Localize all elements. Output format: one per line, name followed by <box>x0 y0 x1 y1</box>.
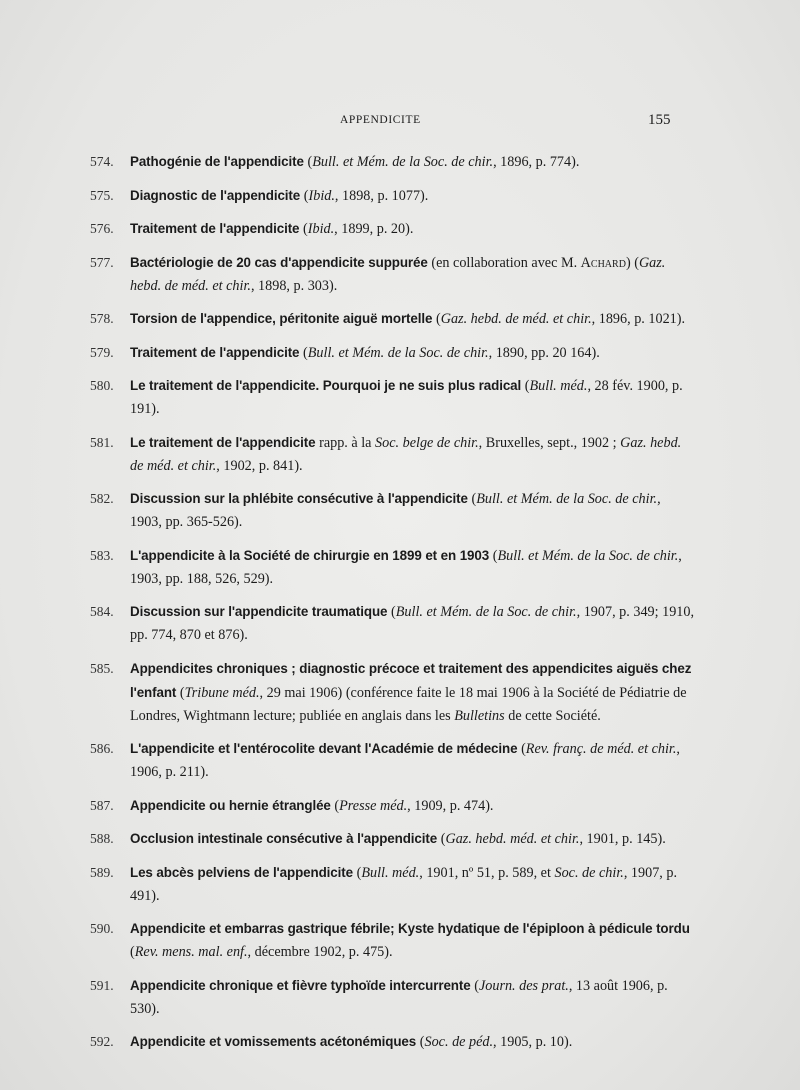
entry-title: Appendicites chroniques ; diagnostic précoce et traitement des appendicites aiguës chez l'enfant <box>130 660 692 700</box>
entry-citation: Bull. méd. <box>529 378 588 394</box>
entry-text: ( <box>474 977 479 994</box>
entry-text: , décembre 1902, p. 475). <box>247 944 393 960</box>
entry-text: , 13 août 1906, p. 530). <box>130 977 668 1017</box>
entry-number: 585. <box>90 660 114 676</box>
entry-title: Le traitement de l'appendicite <box>130 434 320 450</box>
entry-citation: Ibid. <box>307 221 335 237</box>
entry-citation: Bull. et Mém. de la Soc. de chir. <box>307 344 489 361</box>
entry-text: , 1905, p. 10). <box>493 1034 573 1050</box>
bibliography-entry <box>90 794 696 818</box>
entry-number: 589. <box>90 864 114 880</box>
entry-text: ( <box>435 311 441 327</box>
entry-text: , 1903, pp. 188, 526, 529). <box>130 547 682 587</box>
entry-citation: Soc. belge de chir. <box>375 434 479 451</box>
bibliography-entry <box>90 861 696 908</box>
entry-text: , 1899, p. 20). <box>334 221 414 237</box>
entry-citation: Bull. et Mém. de la Soc. de chir. <box>476 491 658 507</box>
entry-text: , Bruxelles, sept., 1902 ; <box>478 434 621 451</box>
entry-text: ) ( <box>625 254 639 271</box>
entry-number: 578. <box>90 311 114 326</box>
entry-text: ( <box>524 378 530 394</box>
running-head-title: APPENDICITE <box>340 114 421 126</box>
entry-text: ( <box>303 187 309 204</box>
entry-number: 575. <box>90 187 114 203</box>
entry-text: (en collaboration avec M. <box>431 254 581 271</box>
bibliography-entry <box>90 917 696 964</box>
entry-citation: Gaz. hebd. de méd. et chir. <box>440 311 592 327</box>
entry-text: ( <box>356 864 362 881</box>
entry-number: 579. <box>90 344 114 360</box>
bibliography-list <box>90 150 696 1064</box>
entry-citation: Presse méd. <box>339 797 408 814</box>
entry-number: 588. <box>90 831 114 846</box>
entry-title: Appendicite chronique et fièvre typhoïde intercurrente <box>130 977 475 993</box>
entry-title: Appendicite et vomissements acétonémiques <box>130 1034 420 1049</box>
bibliography-entry <box>90 341 696 365</box>
entry-citation: Gaz. hebd. de méd. et chir. <box>130 434 682 474</box>
bibliography-entry <box>90 487 696 534</box>
entry-number: 584. <box>90 604 114 619</box>
entry-text: rapp. à la <box>319 434 376 451</box>
entry-title: Occlusion intestinale consécutive à l'appendicite <box>130 831 441 846</box>
entry-text: , 1902, p. 841). <box>216 457 303 474</box>
bibliography-entry <box>90 974 696 1021</box>
entry-number: 574. <box>90 154 114 169</box>
entry-citation: Bull. et Mém. de la Soc. de chir. <box>497 547 679 564</box>
bibliography-entry <box>90 1030 696 1054</box>
bibliography-entry <box>90 307 696 331</box>
entry-text: ( <box>303 344 308 361</box>
entry-citation: Rev. mens. mal. enf. <box>134 944 248 960</box>
entry-title: Traitement de l'appendicite <box>130 344 304 360</box>
entry-citation: Bulletins <box>454 707 505 724</box>
entry-text: ( <box>419 1034 425 1050</box>
bibliography-entry <box>90 657 696 728</box>
entry-text: ( <box>179 684 185 701</box>
entry-citation: Journ. des prat. <box>478 977 569 994</box>
entry-text: , 1901, p. 145). <box>579 831 666 847</box>
entry-citation: Bull. et Mém. de la Soc. de chir. <box>395 604 577 620</box>
entry-number: 576. <box>90 221 114 236</box>
entry-number: 580. <box>90 378 114 393</box>
bibliography-entry <box>90 374 696 421</box>
bibliography-entry <box>90 150 696 174</box>
entry-title: Discussion sur l'appendicite traumatique <box>130 604 392 619</box>
bibliography-entry <box>90 251 696 298</box>
entry-text: ( <box>521 741 526 757</box>
entry-text: , 1896, p. 1021). <box>591 311 686 327</box>
entry-title: Appendicite ou hernie étranglée <box>130 797 335 813</box>
bibliography-entry <box>90 184 696 208</box>
bibliography-entry <box>90 217 696 241</box>
entry-text: , 1906, p. 211). <box>130 741 680 780</box>
entry-text: , 29 mai 1906) (conférence faite le 18 mai 1906 à la Société de Pédiatrie de Londres, Wightmann lecture; publiée en anglais dans les <box>130 684 687 724</box>
entry-text: , 1896, p. 774). <box>493 154 580 170</box>
entry-number: 590. <box>90 921 114 936</box>
entry-number: 581. <box>90 434 114 450</box>
entry-number: 587. <box>90 797 114 813</box>
entry-title: Discussion sur la phlébite consécutive à l'appendicite <box>130 491 472 506</box>
bibliography-entry <box>90 827 696 851</box>
entry-text: , 1901, nº 51, p. 589, et <box>419 864 555 881</box>
entry-citation: Soc. de péd. <box>424 1034 494 1050</box>
bibliography-entry <box>90 737 696 784</box>
entry-title: Diagnostic de l'appendicite <box>130 187 304 203</box>
entry-citation: Gaz. hebd. méd. et chir. <box>445 831 580 847</box>
bibliography-entry <box>90 431 696 478</box>
entry-text: ( <box>307 154 313 170</box>
entry-text: , 1903, pp. 365-526). <box>130 491 661 530</box>
entry-text: ( <box>303 221 308 237</box>
entry-citation: Bull. méd. <box>361 864 420 881</box>
entry-title: Appendicite et embarras gastrique fébrile; Kyste hydatique de l'épiploon à pédicule tordu <box>130 921 690 936</box>
entry-author: Achard <box>580 254 626 271</box>
bibliography-entry <box>90 600 696 647</box>
entry-text: ( <box>440 831 446 847</box>
entry-number: 592. <box>90 1034 114 1049</box>
entry-text: , 28 fév. 1900, p. 191). <box>130 378 683 417</box>
entry-text: , 1898, p. 303). <box>250 277 338 294</box>
entry-text: ( <box>130 944 135 960</box>
entry-number: 582. <box>90 491 114 506</box>
entry-text: , 1907, p. 491). <box>130 864 678 904</box>
bibliography-entry <box>90 544 696 591</box>
entry-citation: Gaz. hebd. de méd. et chir. <box>130 254 666 294</box>
entry-text: , 1890, pp. 20 164). <box>488 344 600 361</box>
entry-number: 577. <box>90 254 114 270</box>
entry-number: 591. <box>90 977 114 993</box>
entry-title: Bactériologie de 20 cas d'appendicite suppurée <box>130 254 432 270</box>
entry-title: Le traitement de l'appendicite. Pourquoi je ne suis plus radical <box>130 378 525 393</box>
entry-text: ( <box>391 604 396 620</box>
entry-title: Pathogénie de l'appendicite <box>130 154 308 169</box>
entry-title: Traitement de l'appendicite <box>130 221 304 236</box>
entry-text: ( <box>471 491 477 507</box>
entry-citation: Soc. de chir. <box>554 864 624 881</box>
entry-citation: Bull. et Mém. de la Soc. de chir. <box>312 154 494 170</box>
entry-text: ( <box>334 797 340 814</box>
entry-citation: Rev. franç. de méd. et chir. <box>525 741 677 757</box>
entry-title: Torsion de l'appendice, péritonite aiguë mortelle <box>130 311 436 326</box>
entry-title: L'appendicite et l'entérocolite devant l'Académie de médecine <box>130 741 522 756</box>
entry-text: , 1907, p. 349; 1910, pp. 774, 870 et 876). <box>130 604 695 643</box>
entry-text: , 1898, p. 1077). <box>334 187 429 204</box>
page-number: 155 <box>648 112 671 128</box>
entry-number: 583. <box>90 547 114 563</box>
entry-text: ( <box>492 547 498 564</box>
entry-text: de cette Société. <box>504 707 601 724</box>
entry-title: L'appendicite à la Société de chirurgie en 1899 et en 1903 <box>130 547 493 563</box>
entry-title: Les abcès pelviens de l'appendicite <box>130 864 357 880</box>
running-head <box>0 112 800 132</box>
entry-citation: Ibid. <box>308 187 335 204</box>
entry-citation: Tribune méd. <box>184 684 260 701</box>
entry-text: , 1909, p. 474). <box>407 797 494 814</box>
entry-number: 586. <box>90 741 114 756</box>
